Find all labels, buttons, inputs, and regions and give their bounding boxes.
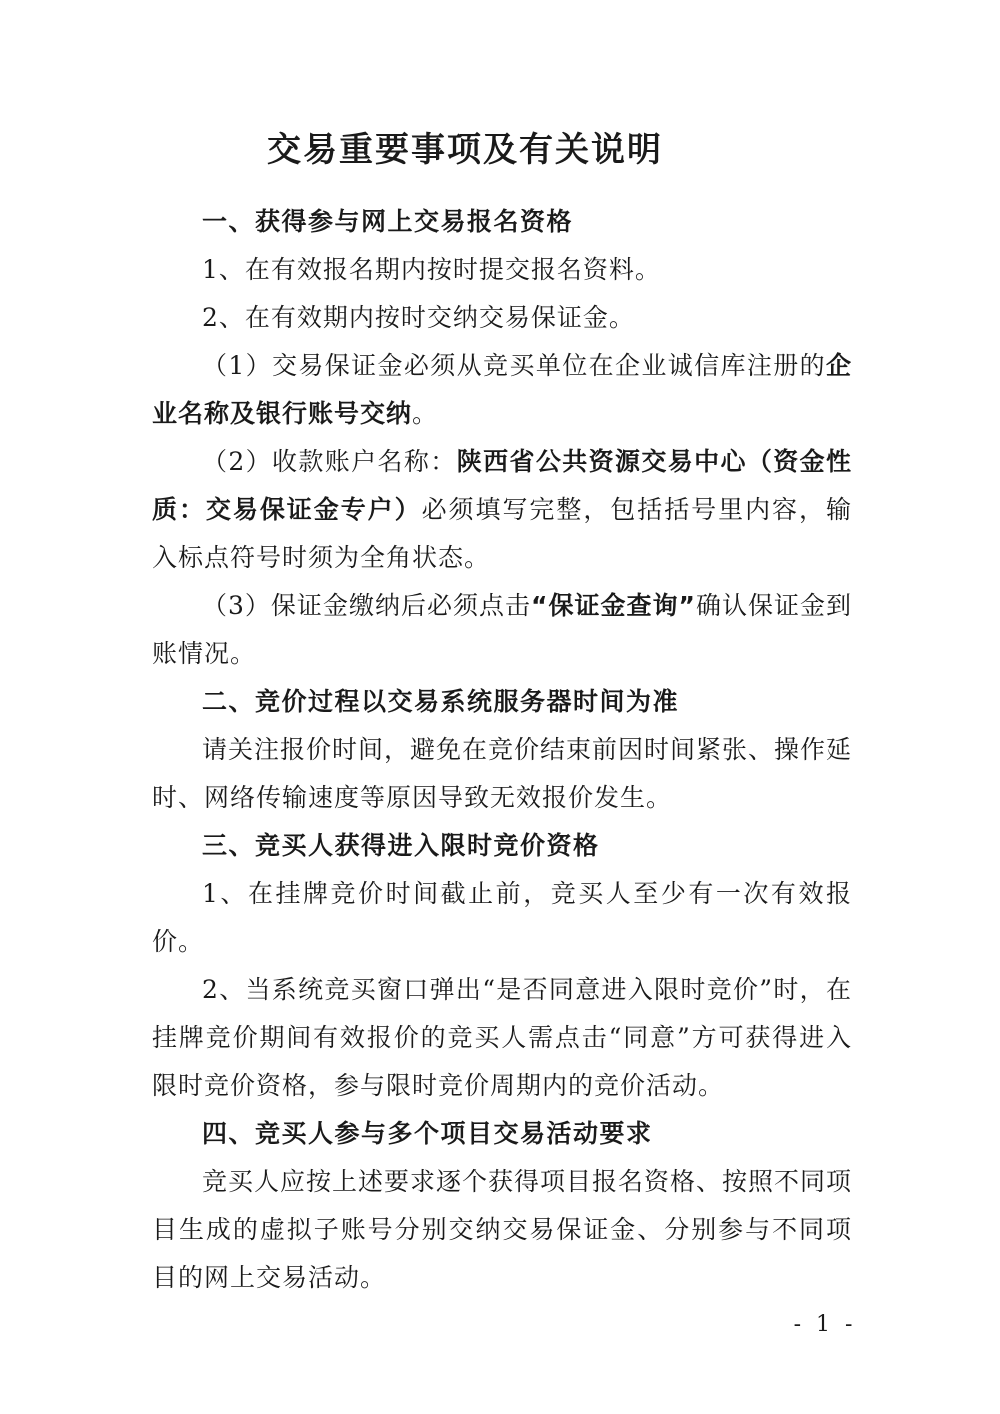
section-2-text: 请关注报价时间，避免在竞价结束前因时间紧张、操作延时、网络传输速度等原因导致无效报价发生。	[152, 735, 853, 812]
section-1-sub-2	[152, 438, 852, 582]
section-1-sub-1	[152, 342, 852, 438]
section-3-heading: 三、竞买人获得进入限时竞价资格	[202, 831, 600, 860]
section-1-sub-3	[152, 582, 852, 678]
document-title: 交易重要事项及有关说明	[267, 130, 663, 170]
section-4-text: 竞买人应按上述要求逐个获得项目报名资格、按照不同项目生成的虚拟子账号分别交纳交易保证金、分别参与不同项目的网上交易活动。	[152, 1167, 853, 1292]
section-2-heading: 二、竞价过程以交易系统服务器时间为准	[202, 687, 680, 716]
sub-2-bold: 陕西省公共资源交易中心（资金性质：交易保证金专户）	[152, 447, 852, 524]
section-1-item-1: 1、在有效报名期内按时提交报名资料。	[202, 255, 661, 284]
sub-3-bold: “保证金查询”	[531, 591, 696, 620]
document-body	[152, 198, 852, 1302]
section-1-heading: 一、获得参与网上交易报名资格	[202, 207, 574, 236]
sub-3-suffix: 确认保证金到账情况。	[152, 591, 852, 668]
section-3-item-1: 1、在挂牌竞价时间截止前，竞买人至少有一次有效报价。	[152, 879, 852, 956]
sub-1-prefix: （1）交易保证金必须从竞买单位在企业诚信库注册的	[202, 351, 826, 380]
section-3-item-2: 2、当系统竞买窗口弹出“是否同意进入限时竞价”时，在挂牌竞价期间有效报价的竞买人需点击“同意”方可获得进入限时竞价资格，参与限时竞价周期内的竞价活动。	[152, 975, 852, 1100]
sub-2-prefix: （2）收款账户名称：	[202, 447, 457, 476]
sub-1-suffix: 。	[412, 399, 439, 428]
sub-1-bold: 企业名称及银行账号交纳	[152, 351, 852, 428]
section-1-item-2: 2、在有效期内按时交纳交易保证金。	[202, 303, 635, 332]
sub-3-prefix: （3）保证金缴纳后必须点击	[202, 591, 532, 620]
section-4-heading: 四、竞买人参与多个项目交易活动要求	[202, 1119, 653, 1148]
sub-2-suffix: 必须填写完整，包括括号里内容，输入标点符号时须为全角状态。	[152, 495, 852, 572]
page-number: - 1 -	[793, 1312, 857, 1337]
